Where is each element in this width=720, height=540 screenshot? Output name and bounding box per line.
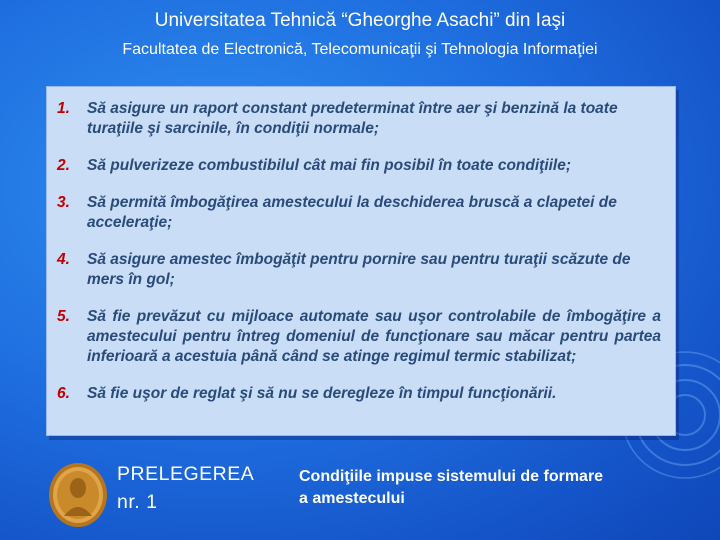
header (0, 8, 720, 62)
university-medal-icon (48, 462, 108, 528)
lecture-title: PRELEGEREA (117, 463, 255, 485)
item-text: Să permită îmbogăţirea amestecului la deschiderea bruscă a clapetei de acceleraţie; (87, 194, 617, 231)
item-text: Să fie prevăzut cu mijloace automate sau uşor controlabile de îmbogăţire a amestecului pentru întreg domeniul de funcţionare sau măcar pentru partea inferioară a acestuia până când se atinge regimul termic stabilizat; (87, 308, 661, 365)
lecture-label (117, 460, 254, 516)
requirements-box (46, 86, 676, 436)
list-item (57, 307, 661, 367)
list-item (57, 250, 661, 290)
list-item (57, 99, 661, 139)
item-number: 2. (57, 157, 70, 174)
item-text: Să pulverizeze combustibilul cât mai fin posibil în toate condiţiile; (87, 157, 572, 174)
topic-text: Condiţiile impuse sistemului de formare a amestecului (299, 468, 604, 507)
faculty-subtitle: Facultatea de Electronică, Telecomunicaţii şi Tehnologia Informaţiei (122, 41, 598, 58)
list-item (57, 156, 661, 176)
requirements-list (57, 99, 661, 404)
list-item (57, 193, 661, 233)
lecture-topic (299, 466, 609, 510)
item-number: 6. (57, 385, 70, 402)
item-number: 3. (57, 194, 70, 211)
item-text: Să fie uşor de reglat şi să nu se deregleze în timpul funcţionării. (87, 385, 557, 402)
item-text: Să asigure amestec îmbogăţit pentru pornire sau pentru turaţii scăzute de mers în gol; (87, 251, 631, 288)
lecture-number: nr. 1 (117, 491, 158, 513)
list-item (57, 384, 661, 404)
university-title: Universitatea Tehnică “Gheorghe Asachi” din Iaşi (154, 10, 566, 31)
item-number: 4. (57, 251, 70, 268)
item-text: Să asigure un raport constant predeterminat între aer şi benzină la toate turaţiile şi sarcinile, în condiţii normale; (87, 100, 618, 137)
item-number: 5. (57, 308, 70, 325)
item-number: 1. (57, 100, 70, 117)
